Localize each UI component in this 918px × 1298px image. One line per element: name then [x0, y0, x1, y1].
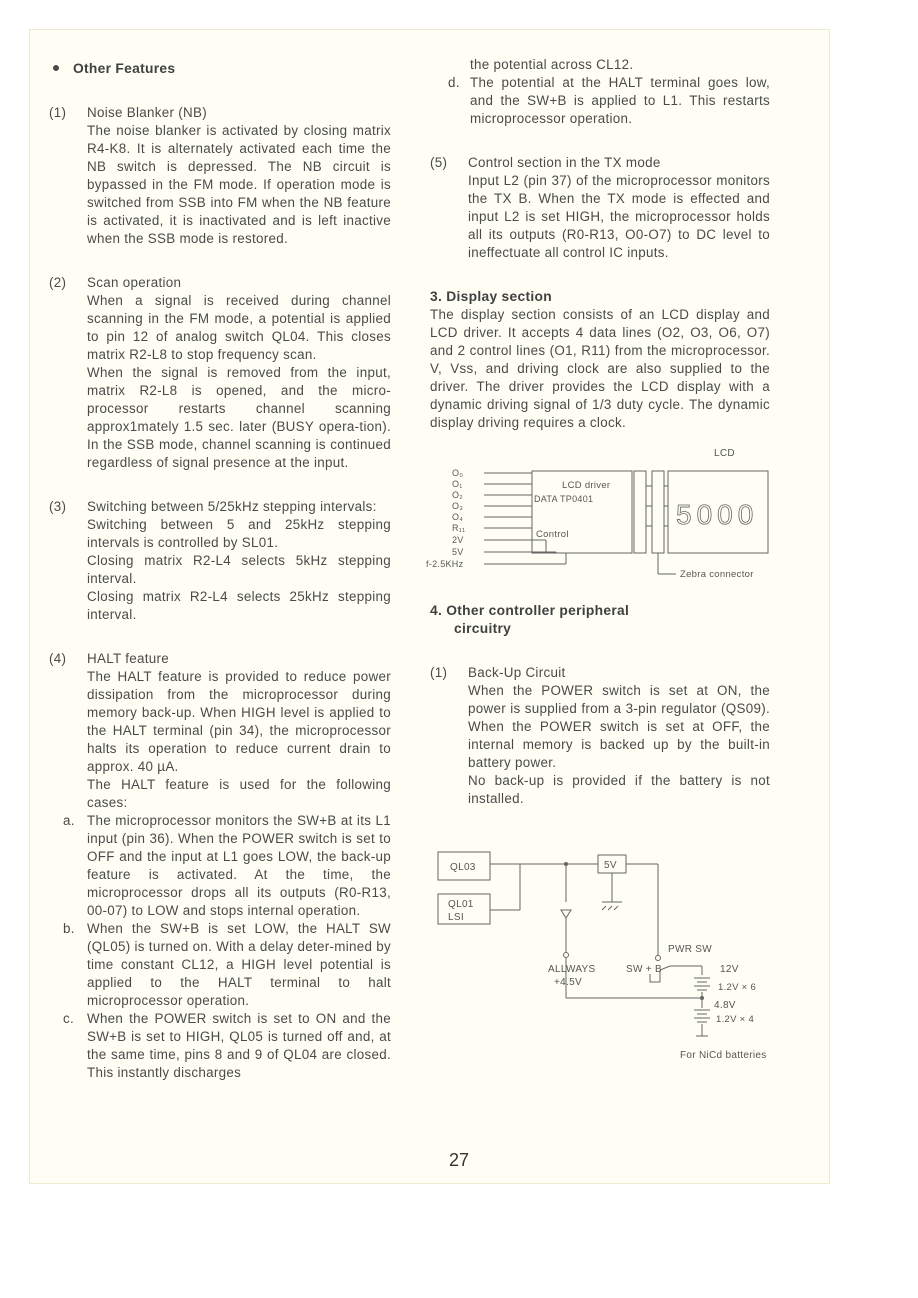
item-backup-circuit: [430, 664, 770, 808]
item-body: When the signal is removed from the input, matrix R2-L8 is opened, and the micro-processor restarts channel scanning approx1mately 1.5 sec. later (BUSY opera-tion). In the SSB mode, channel scanning is continued regardless of signal presence at the input.: [87, 365, 391, 470]
item-body: Input L2 (pin 37) of the microprocessor monitors the TX B. When the TX mode is effected and input L2 is set HIGH, the microprocessor holds all its outputs (R0-R13, O0-O7) to DC level to ineffectuate all control IC inputs.: [468, 173, 770, 260]
case-text: When the POWER switch is set to ON and the SW+B is set to HIGH, QL05 is turned off and, at the same time, pins 8 and 9 of QL04 are closed. This instantly discharges: [87, 1011, 391, 1080]
driver-part: DATA TP0401: [534, 494, 594, 504]
lcd-digits: 5000: [676, 499, 759, 530]
cells2-label: 1.2V × 4: [716, 1014, 755, 1025]
case-label: d.: [448, 75, 460, 90]
item-title: Control section in the TX mode: [468, 155, 661, 170]
item-body: No back-up is provided if the battery is not installed.: [468, 773, 770, 806]
item-title: Back-Up Circuit: [468, 665, 566, 680]
item-body: Closing matrix R2-L4 selects 25kHz stepping interval.: [87, 589, 391, 622]
junction-dot: [564, 862, 568, 866]
cells1-label: 1.2V × 6: [718, 982, 757, 993]
nicd-label: For NiCd batteries: [680, 1050, 767, 1061]
input-label: R₁₁: [452, 523, 466, 533]
right-column: [426, 56, 770, 1070]
v12-label: 12V: [720, 964, 739, 975]
case-d: [430, 74, 770, 128]
input-label: O₀: [452, 468, 464, 478]
case-text: The microprocessor monitors the SW+B at its L1 input (pin 36). When the POWER switch is set to OFF and the input at L1 goes LOW, the back-up feature is activated. At the time, the microprocessor drops all its outputs (R0-R13, 00-07) to LOW and stops internal operation.: [87, 813, 391, 918]
v45-label: +4.5V: [554, 977, 582, 988]
v48-label: 4.8V: [714, 1000, 736, 1011]
connector-right: [652, 471, 664, 553]
item-body: The HALT feature is provided to reduce power dissipation from the microprocessor during memory back-up. When HIGH level is applied to the HALT terminal (pin 34), the microprocessor halts its operation to reduce current drain to approx. 40 µA.: [87, 669, 391, 774]
page-number: 27: [448, 1150, 470, 1170]
case-b: [63, 920, 391, 1010]
input-label: O₃: [452, 501, 464, 511]
backup-circuit-diagram: [430, 830, 780, 1070]
pwr-sw-label: PWR SW: [668, 944, 713, 955]
driver-label: LCD driver: [562, 480, 611, 491]
item-title: Scan operation: [87, 275, 182, 290]
lcd-block-diagram: [426, 446, 776, 586]
input-label: 2V: [452, 535, 464, 545]
case-c: [63, 1010, 391, 1082]
swb-label: SW + B: [626, 964, 662, 975]
item-body: Closing matrix R2-L4 selects 5kHz stepping interval.: [87, 553, 391, 586]
item-title: Noise Blanker (NB): [87, 105, 207, 120]
item-body: The HALT feature is used for the following cases:: [87, 777, 391, 810]
case-label: a.: [63, 813, 75, 828]
section-heading-peripheral-cont: circuitry: [454, 621, 512, 636]
always-label: ALLWAYS: [548, 964, 596, 975]
item-body: When a signal is received during channel scanning in the FM mode, a potential is applied to pin 12 of analog switch QL04. This closes matrix R2-L8 to stop frequency scan.: [87, 293, 391, 362]
item-number: (5): [430, 155, 448, 170]
section-heading-display: 3. Display section: [430, 289, 552, 304]
item-halt-feature: [49, 650, 391, 812]
case-c-continued: the potential across CL12.: [470, 57, 634, 72]
item-body: The noise blanker is activated by closing matrix R4-K8. It is alternately activated each time the NB switch is depressed. The NB circuit is bypassed in the FM mode. If operation mode is switched from SSB into FM when the NB feature is activated, it is inactivated and is left inactive when the SSB mode is restored.: [87, 123, 391, 246]
item-scan-operation: [49, 274, 391, 472]
case-text: When the SW+B is set LOW, the HALT SW (QL05) is turned on. With a delay deter-mined by time constant CL12, a HIGH level potential is applied to the HALT terminal to halt microprocessor operation.: [87, 921, 391, 1008]
input-label: O₁: [452, 479, 463, 489]
item-body: Switching between 5 and 25kHz stepping intervals is controlled by SL01.: [87, 517, 391, 550]
case-a: [63, 812, 391, 920]
section-heading-other-features: [49, 60, 391, 78]
input-label: O₂: [452, 490, 464, 500]
section-heading-peripheral: 4. Other controller peripheral: [430, 603, 630, 618]
connector-left: [634, 471, 646, 553]
item-body: When the POWER switch is set at ON, the power is supplied from a 3-pin regulator (QS09). When the POWER switch is set at OFF, the internal memory is backed up by the built-in battery power.: [468, 683, 770, 770]
item-title: HALT feature: [87, 651, 170, 666]
item-number: (1): [430, 665, 448, 680]
ql03-label: QL03: [450, 862, 476, 873]
ql01-label: QL01: [448, 899, 474, 910]
v5-label: 5V: [604, 860, 617, 871]
lcd-label: LCD: [714, 448, 735, 459]
item-number: (3): [49, 499, 67, 514]
case-label: b.: [63, 921, 75, 936]
lsi-label: LSI: [448, 912, 464, 923]
item-number: (4): [49, 651, 67, 666]
control-label: Control: [536, 529, 569, 540]
item-number: (1): [49, 105, 67, 120]
case-text: The potential at the HALT terminal goes low, and the SW+B is applied to L1. This restarts microprocessor operation.: [470, 75, 770, 126]
input-label: 5V: [452, 547, 464, 557]
item-tx-control: [430, 154, 770, 262]
input-label: O₄: [452, 512, 464, 522]
left-column: [49, 60, 391, 1082]
item-noise-blanker: [49, 104, 391, 248]
case-label: c.: [63, 1011, 75, 1026]
item-title: Switching between 5/25kHz stepping intervals:: [87, 499, 377, 514]
display-section-body: The display section consists of an LCD display and LCD driver. It accepts 4 data lines (O2, O3, O6, O7) and 2 control lines (O1, R11) from the microprocessor. V, Vss, and driving clock are also supplied to the driver. The driver provides the LCD display with a dynamic driving signal of 1/3 duty cycle. The dynamic display driving requires a clock.: [430, 307, 770, 430]
item-stepping-switch: [49, 498, 391, 624]
zebra-label: Zebra connector: [680, 569, 754, 580]
input-label: f-2.5KHz: [426, 559, 464, 569]
heading-text: Other Features: [73, 61, 176, 76]
junction-dot: [700, 996, 704, 1000]
bullet-icon: [53, 65, 59, 71]
item-number: (2): [49, 275, 67, 290]
